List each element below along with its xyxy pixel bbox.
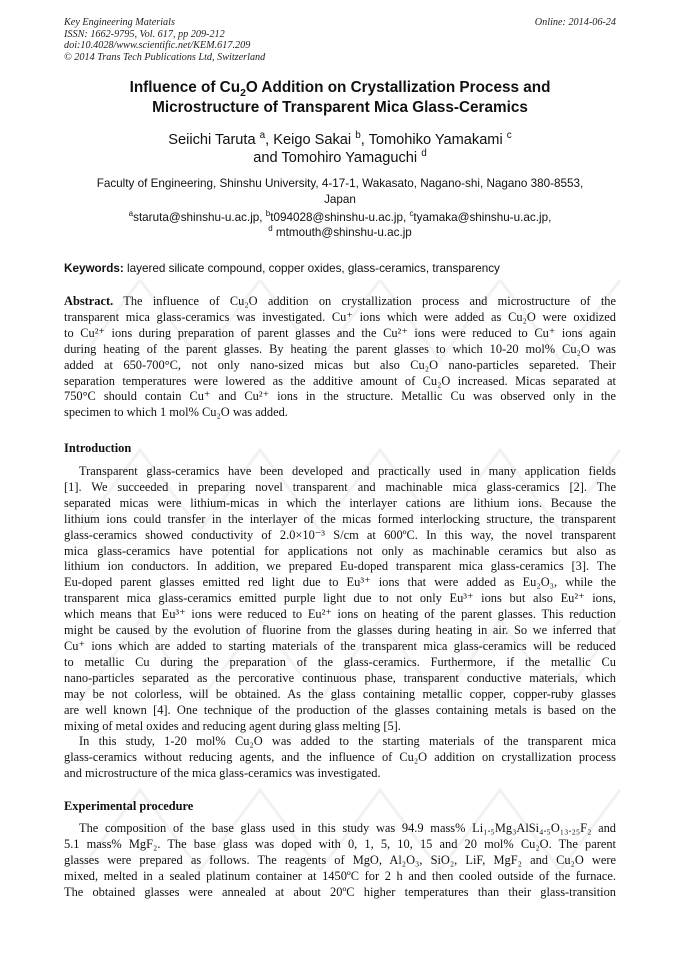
journal-header [64,17,616,63]
body-line: nano-particles separated as the percorative continuous phase, transparent conductive materials, which [64,670,616,685]
abstract-line: to Cu²⁺ ions during preparation of parent glasses and the Cu²⁺ ions were reduced to Cu⁺ ions again [64,325,616,340]
body-line: are well known [4]. One technique of the production of the glasses containing metals is based on the [64,702,616,717]
body-line: to metallic Cu during the preparation of the glass-ceramics. Furthermore, if the metallic Cu [64,654,616,669]
email-link[interactable]: t094028@shinshu-u.ac.jp, [270,211,407,224]
author-marker: d [421,148,427,160]
body-line: which means that Eu³⁺ ions were reduced to Eu²⁺ ions on heating of the parent glasses. This reduction [64,607,616,622]
abstract-line: The influence of Cu₂O addition on crystallization process and microstructure of the [113,294,616,308]
body-line: [1]. We succeeded in preparing novel transparent and machinable mica glass-ceramics [2]. The [64,479,616,494]
body-line: transparent mica glass-ceramics emitted purple light due to not only Eu³⁺ ions but also Eu²⁺ ions, [64,591,616,606]
author-name: Tomohiko Yamakami [368,132,503,148]
title-part: O Addition on Crystallization Process and [245,79,551,96]
email-link[interactable]: staruta@shinshu-u.ac.jp, [133,211,263,224]
body-line: might be caused by the evolution of fluorine from the glasses during heating in air. So we inferred that [64,623,616,638]
abstract-label: Abstract. [64,294,114,308]
introduction-body [64,464,616,782]
online-date: Online: 2014-06-24 [534,17,616,28]
abstract [64,294,616,421]
experimental-body [64,821,616,901]
issn-line: ISSN: 1662-9795, Vol. 617, pp 209-212 [64,28,225,40]
keywords-label: Keywords: [64,262,124,275]
author-marker: b [355,130,361,142]
body-line: separated micas were lithium-micas in which the interlayer cations are lithium ions. Because the [64,495,616,510]
title-subscript: 2 [240,88,246,100]
paper-title [64,78,616,118]
affiliation-line: Faculty of Engineering, Shinshu University, 4-17-1, Wakasato, Nagano-shi, Nagano 380-8553, [96,177,584,190]
author-marker: a [259,130,266,142]
email-marker: a [128,209,134,219]
email-marker: c [409,209,414,219]
body-line: mixed, melted in a sealed platinum container at 1450ºC for 2 h and then cooled outside of the furnace. [64,868,616,883]
keywords-text: layered silicate compound, copper oxides, glass-ceramics, transparency [127,262,500,275]
title-part: Influence of Cu [129,79,241,96]
body-line: 5.1 mass% MgF₂. The base glass was doped with 0, 1, 5, 10, 15 and 20 mol% Cu₂O. The parent [64,836,616,851]
body-line: The composition of the base glass used in this study was 94.9 mass% Li₁.₅Mg₃AlSi₄.₅O₁₃.₂₅F₂ and [79,821,616,835]
author-name: Keigo Sakai [273,132,352,148]
body-line: may be not colorless, will be obtained. As the glass containing metallic copper, copper-ruby glasses [64,686,616,701]
body-line: lithium ion conductors. In addition, we prepared Eu-doped transparent mica glass-ceramics [3]. The [64,559,616,574]
email-marker: d [268,224,273,234]
author-emails [64,210,616,240]
affiliation-line: Japan [324,193,356,206]
body-line: glasses were prepared as follows. The reagents of MgO, Al₂O₃, SiO₂, LiF, MgF₂ and Cu₂O were [64,852,616,867]
doi-line: doi:10.4028/www.scientific.net/KEM.617.209 [64,40,251,52]
body-line: Transparent glass-ceramics have been developed and practically used in many application fields [79,464,616,478]
body-line: In this study, 1-20 mol% Cu₂O was added to the starting materials of the transparent mica [79,734,616,749]
affiliation [64,176,616,208]
abstract-line: during heating of the parent glasses. By heating the parent glasses to which 10-20 mol% Cu₂O was [64,341,616,356]
body-line: lithium ions could transfer in the interlayer of the micas formed interlocking structure, the transparent [64,511,616,526]
copyright-line: © 2014 Trans Tech Publications Ltd, Switzerland [64,51,266,63]
body-line: mica glass-ceramics have potential for applications not only as machinable ceramics but also as [64,543,616,558]
abstract-line: specimen to which 1 mol% Cu₂O was added. [64,405,288,420]
journal-name: Key Engineering Materials [64,17,175,28]
body-line: mixing of metal oxides and reducing agent during glass melting [5]. [64,718,401,733]
author-marker: c [506,130,512,142]
title-line-2: Microstructure of Transparent Mica Glass-Ceramics [152,99,528,116]
body-line: Cu⁺ ions which are added to starting materials of the transparent mica glass-ceramics will be reduced [64,638,616,653]
abstract-line: separation temperatures were lowered as the additive amount of Cu₂O increased. Micas separated at [64,373,616,388]
author-and: and [253,150,278,166]
author-name: Tomohiro Yamaguchi [281,150,418,166]
keywords [64,261,616,277]
abstract-line: transparent mica glass-ceramics was investigated. Cu⁺ ions which were added as Cu₂O were oxidized [64,309,616,324]
author-list: Seiichi Taruta $^a$, Keigo Sakai $^b$, Tomohiko Yamakami $^c$ and Tomohiro Yamaguchi $^d$ [168,130,512,166]
body-line: glass-ceramics without reducing agents, and the influence of Cu₂O addition on crystallization process [64,750,616,765]
author-name: Seiichi Taruta [168,132,256,148]
body-line: and microstructure of the mica glass-ceramics was investigated. [64,766,381,781]
abstract-line: 750°C should contain Cu⁺ and Cu²⁺ ions in the structure. Metallic Cu was observed only in the [64,389,616,404]
body-line: glass-ceramics showed conductivity of 2.0×10⁻³ S/cm at 600ºC. In this way, the novel transparent [64,527,616,542]
abstract-line: added at 650-700°C, not only nano-sized micas but also Cu₂O nano-particles separeted. Their [64,357,616,372]
email-link[interactable]: mtmouth@shinshu-u.ac.jp [275,226,412,239]
section-heading-experimental: Experimental procedure [64,799,194,813]
body-line: Eu-doped parent glasses emitted red light due to Eu³⁺ ions that were added as Eu₂O₃, while the [64,575,616,590]
email-marker: b [265,209,271,219]
section-heading-introduction: Introduction [64,441,132,455]
body-line: The obtained glasses were annealed at about 20ºC higher temperatures than their glass-transition [64,884,616,899]
email-link[interactable]: tyamaka@shinshu-u.ac.jp, [413,211,552,224]
